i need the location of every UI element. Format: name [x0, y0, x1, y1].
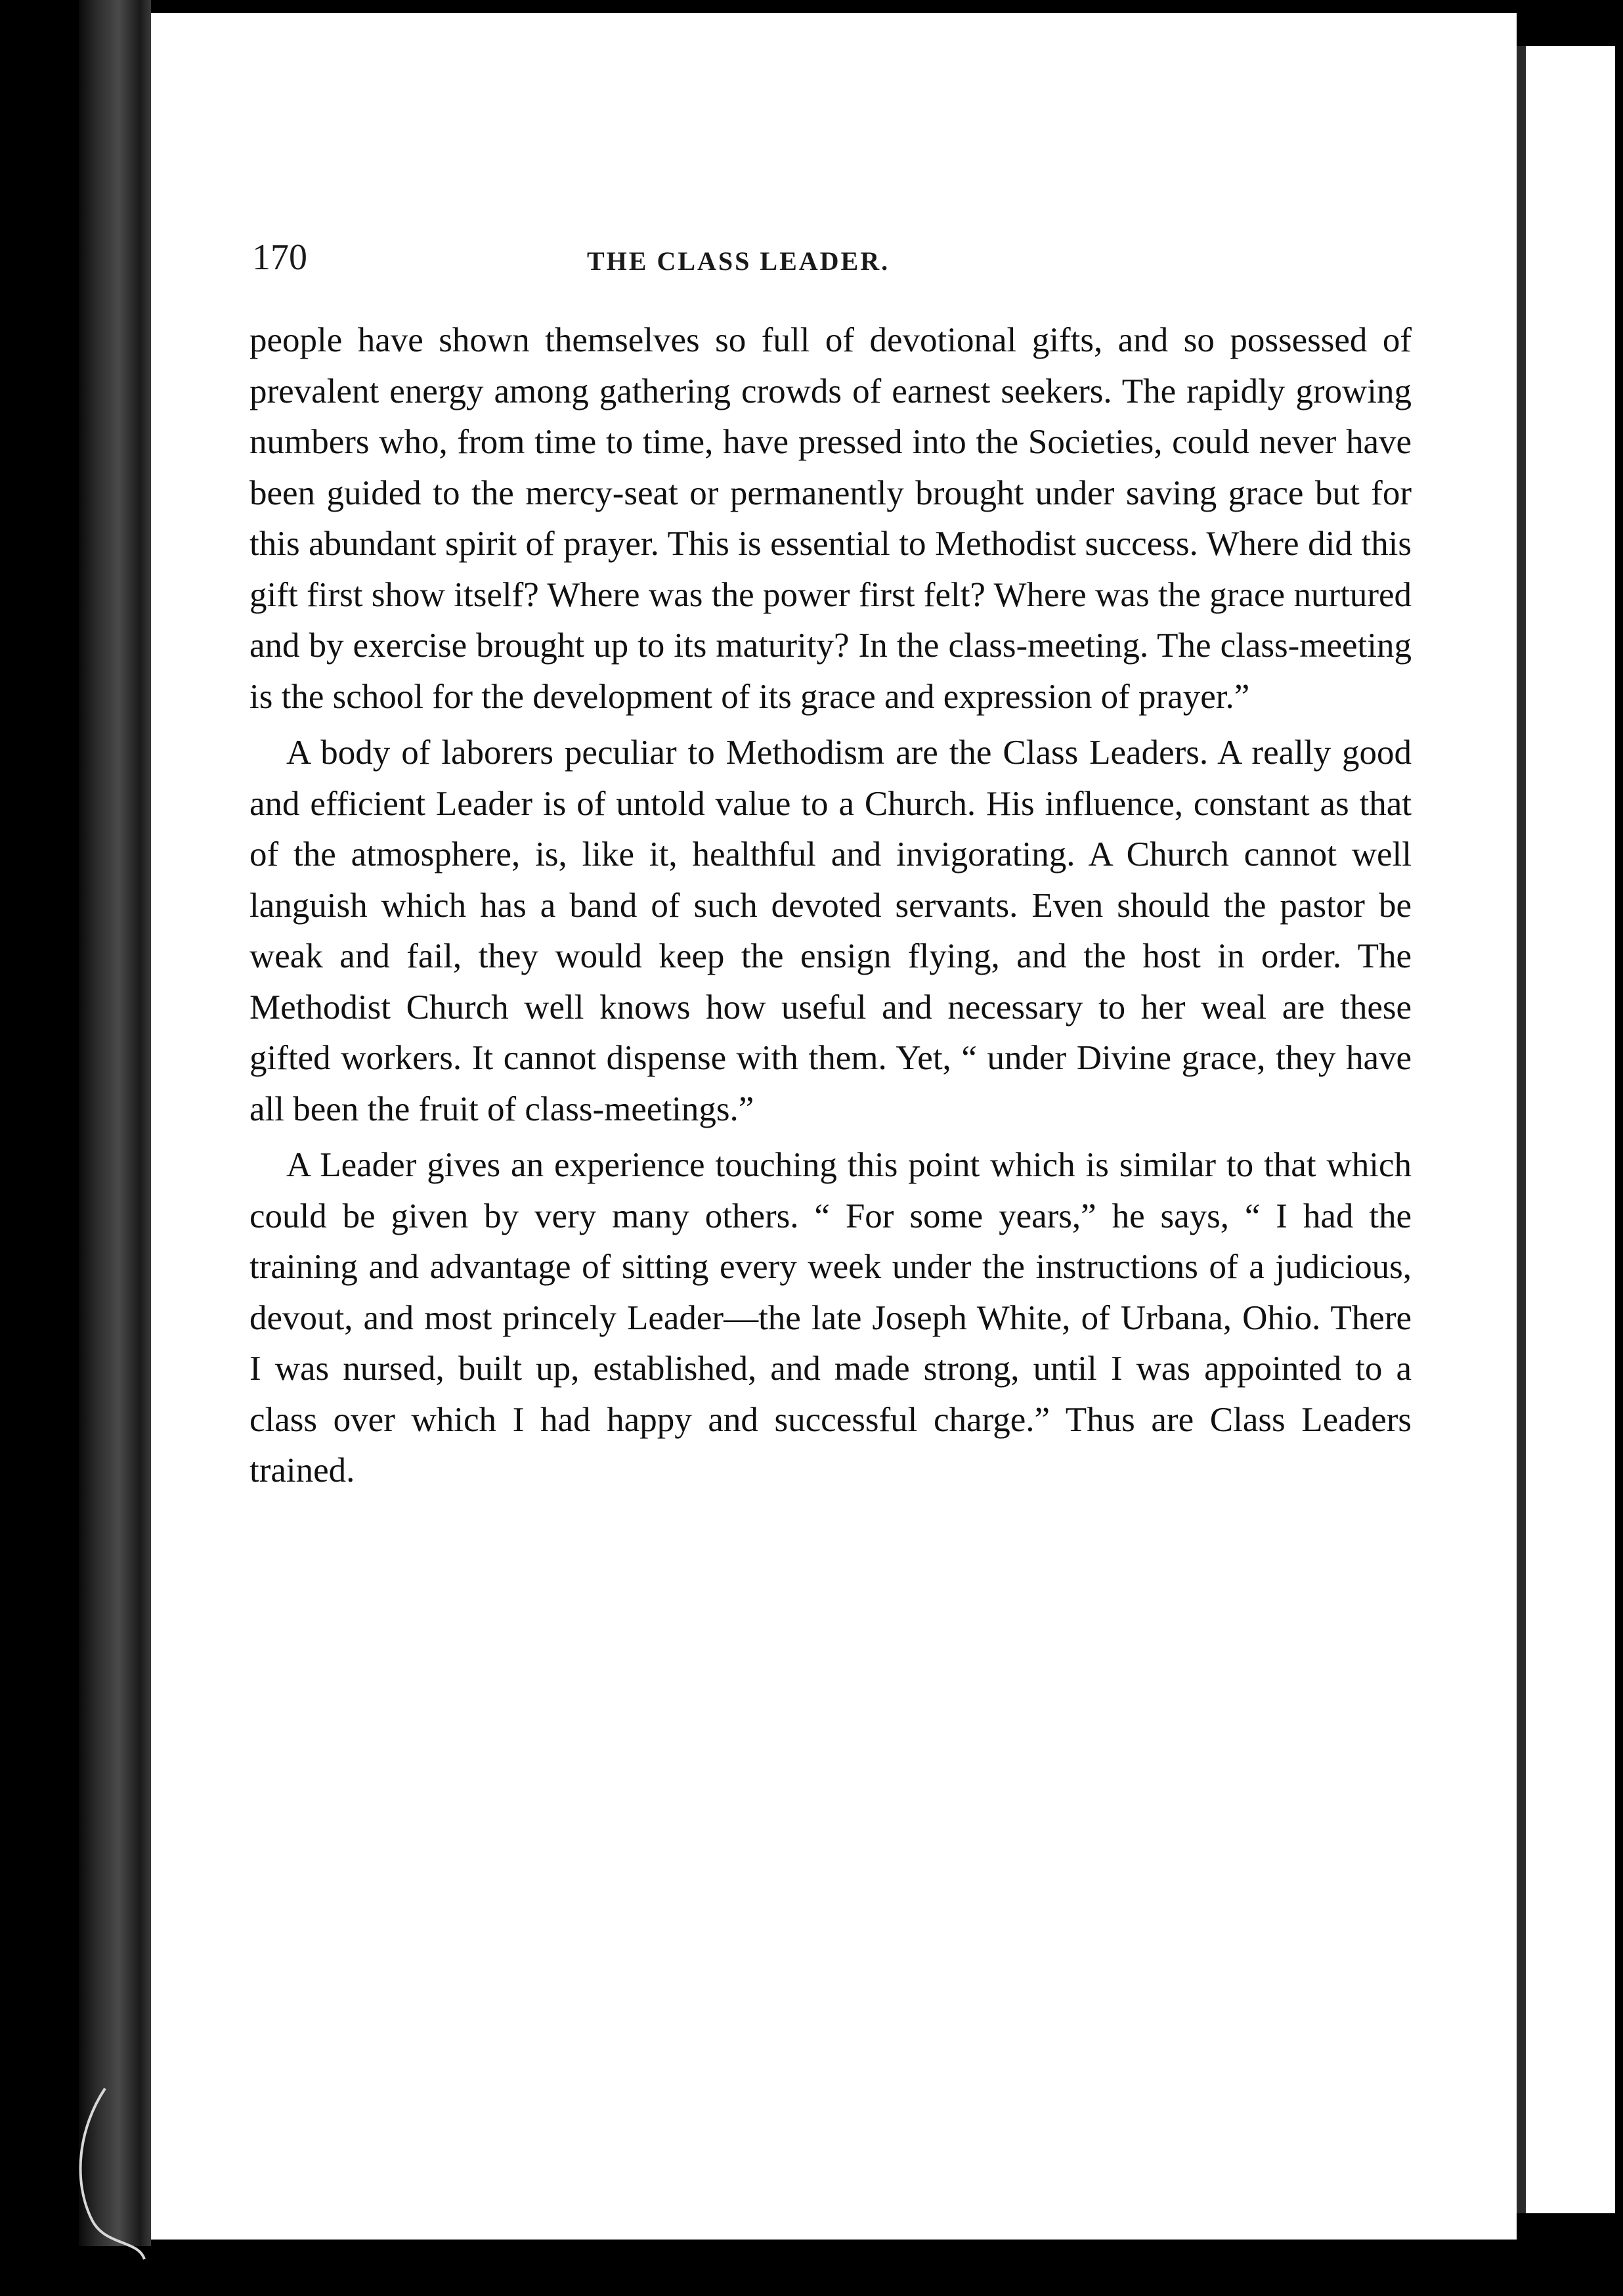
book-spine	[79, 0, 151, 2246]
page-number: 170	[252, 237, 307, 278]
paragraph-1: people have shown themselves so full of devotional gifts, and so possessed of prevalent energy among gathering crowds of earnest seekers. The rapidly growing numbers who, from time to time, have pressed into the Societies, could never have been guided to the mercy-seat or permanently brought under saving grace but for this abundant spirit of prayer. This is essential to Methodist success. Where did this gift first show itself? Where was the power first felt? Where was the grace nurtured and by exercise brought up to its maturity? In the class-meeting. The class-meeting is the school for the development of its grace and expression of prayer.”	[249, 321, 1412, 716]
body-text	[249, 315, 1412, 1502]
paragraph-3: A Leader gives an experience touching this point which is similar to that which could be given by very many others. “ For some years,” he says, “ I had the training and advantage of sitting every week under the instructions of a judicious, devout, and most princely Leader—the late Joseph White, of Urbana, Ohio. There I was nursed, built up, established, and made strong, until I was appointed to a class over which I had happy and successful charge.” Thus are Class Leaders trained.	[249, 1146, 1412, 1490]
running-head: THE CLASS LEADER.	[587, 246, 890, 276]
page-header	[252, 236, 1408, 296]
paragraph-2: A body of laborers peculiar to Methodism are the Class Leaders. A really good and efficient Leader is of untold value to a Church. His influence, constant as that of the atmosphere, is, like it, healthful and invigorating. A Church cannot well languish which has a band of such devoted servants. Even should the pastor be weak and fail, they would keep the ensign flying, and the host in order. The Methodist Church well knows how useful and necessary to her weal are these gifted workers. It cannot dispense with them. Yet, “ under Divine grace, they have all been the fruit of class-meetings.”	[249, 734, 1412, 1128]
stray-thread-mark	[66, 2075, 184, 2272]
facing-page-edge	[1517, 46, 1615, 2213]
